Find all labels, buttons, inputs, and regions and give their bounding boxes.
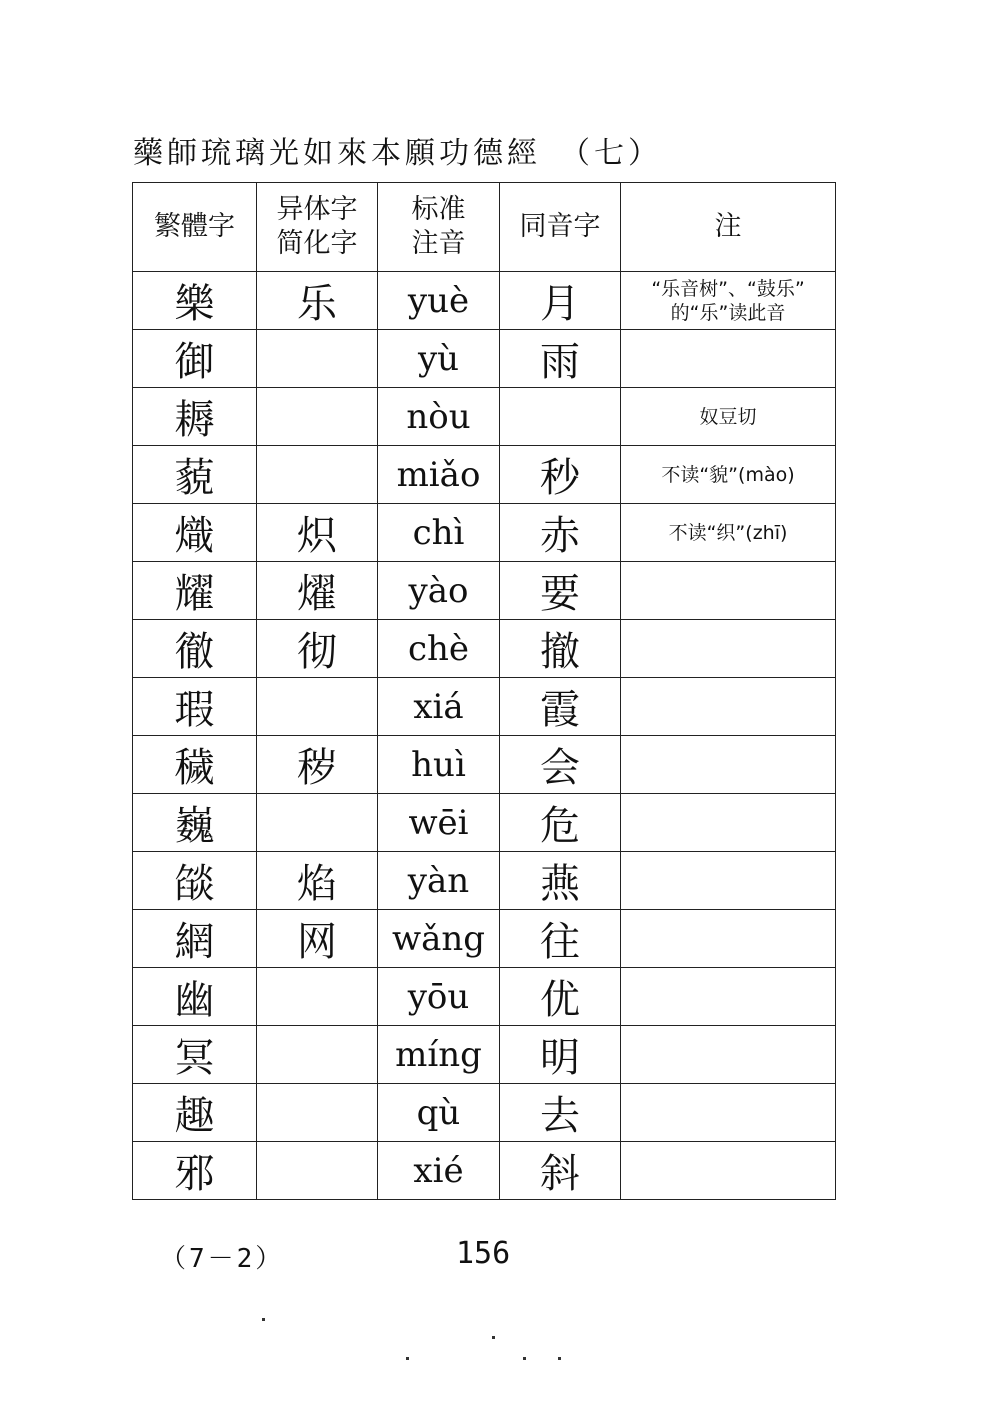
pinyin-cell: xié xyxy=(378,1142,500,1200)
traditional-char-cell: 瑕 xyxy=(133,678,257,736)
table-header-row xyxy=(133,183,836,272)
traditional-char-cell: 幽 xyxy=(133,968,257,1026)
scan-speck xyxy=(492,1336,495,1339)
pinyin-cell: yù xyxy=(378,330,500,388)
note-cell xyxy=(621,910,836,968)
homophone-cell: 往 xyxy=(500,910,621,968)
pinyin-cell: qù xyxy=(378,1084,500,1142)
traditional-char-cell: 趣 xyxy=(133,1084,257,1142)
homophone-cell: 优 xyxy=(500,968,621,1026)
header-variant-line2: 简化字 xyxy=(276,228,358,259)
note-cell xyxy=(621,1026,836,1084)
table-row xyxy=(133,794,836,852)
header-homophone: 同音字 xyxy=(500,183,621,272)
homophone-cell: 去 xyxy=(500,1084,621,1142)
note-cell xyxy=(621,852,836,910)
pinyin-cell: wēi xyxy=(378,794,500,852)
table-row xyxy=(133,910,836,968)
pinyin-cell: yōu xyxy=(378,968,500,1026)
homophone-cell: 危 xyxy=(500,794,621,852)
header-note: 注 xyxy=(621,183,836,272)
variant-char-cell: 乐 xyxy=(257,272,378,330)
header-standard xyxy=(378,183,500,272)
note-cell xyxy=(621,1084,836,1142)
header-standard-line2: 注音 xyxy=(411,228,466,259)
pinyin-cell: miǎo xyxy=(378,446,500,504)
variant-char-cell: 网 xyxy=(257,910,378,968)
note-cell xyxy=(621,562,836,620)
variant-char-cell: 燿 xyxy=(257,562,378,620)
note-cell xyxy=(621,272,836,330)
variant-char-cell xyxy=(257,794,378,852)
scan-speck xyxy=(523,1357,526,1360)
traditional-char-cell: 熾 xyxy=(133,504,257,562)
traditional-char-cell: 樂 xyxy=(133,272,257,330)
pinyin-cell: chì xyxy=(378,504,500,562)
note-line: 不读“织”(zhī) xyxy=(668,521,788,544)
pronunciation-table xyxy=(132,182,836,1200)
variant-char-cell: 焰 xyxy=(257,852,378,910)
table-row xyxy=(133,504,836,562)
table-row xyxy=(133,1026,836,1084)
traditional-char-cell: 穢 xyxy=(133,736,257,794)
variant-char-cell xyxy=(257,388,378,446)
note-line: “乐音树”、“鼓乐” xyxy=(651,277,805,300)
variant-char-cell xyxy=(257,446,378,504)
pinyin-cell: chè xyxy=(378,620,500,678)
sheet-number: （7－2） xyxy=(160,1244,285,1274)
homophone-cell: 秒 xyxy=(500,446,621,504)
table-row xyxy=(133,1084,836,1142)
scan-speck xyxy=(262,1318,265,1321)
pinyin-cell: huì xyxy=(378,736,500,794)
table-row xyxy=(133,446,836,504)
homophone-cell: 斜 xyxy=(500,1142,621,1200)
note-cell xyxy=(621,330,836,388)
variant-char-cell: 彻 xyxy=(257,620,378,678)
homophone-cell: 明 xyxy=(500,1026,621,1084)
note-cell xyxy=(621,794,836,852)
homophone-cell: 会 xyxy=(500,736,621,794)
homophone-cell: 赤 xyxy=(500,504,621,562)
note-line: 奴豆切 xyxy=(699,405,757,428)
traditional-char-cell: 御 xyxy=(133,330,257,388)
variant-char-cell xyxy=(257,1142,378,1200)
traditional-char-cell: 燄 xyxy=(133,852,257,910)
variant-char-cell xyxy=(257,678,378,736)
variant-char-cell xyxy=(257,330,378,388)
note-cell xyxy=(621,620,836,678)
pinyin-cell: xiá xyxy=(378,678,500,736)
note-line: 的“乐”读此音 xyxy=(670,301,786,324)
traditional-char-cell: 耀 xyxy=(133,562,257,620)
traditional-char-cell: 網 xyxy=(133,910,257,968)
table-row xyxy=(133,562,836,620)
traditional-char-cell: 徹 xyxy=(133,620,257,678)
note-line: 不读“貌”(mào) xyxy=(661,463,795,486)
table-row xyxy=(133,1142,836,1200)
homophone-cell: 霞 xyxy=(500,678,621,736)
pinyin-cell: yào xyxy=(378,562,500,620)
note-cell xyxy=(621,388,836,446)
page-title: 藥師琉璃光如來本願功德經 （七） xyxy=(133,136,662,171)
note-cell xyxy=(621,968,836,1026)
variant-char-cell xyxy=(257,1084,378,1142)
pinyin-cell: yuè xyxy=(378,272,500,330)
traditional-char-cell: 藐 xyxy=(133,446,257,504)
homophone-cell xyxy=(500,388,621,446)
header-variant xyxy=(257,183,378,272)
header-traditional: 繁體字 xyxy=(133,183,257,272)
pinyin-cell: míng xyxy=(378,1026,500,1084)
note-cell xyxy=(621,446,836,504)
note-cell xyxy=(621,1142,836,1200)
note-cell xyxy=(621,678,836,736)
variant-char-cell xyxy=(257,968,378,1026)
note-cell xyxy=(621,504,836,562)
pinyin-cell: nòu xyxy=(378,388,500,446)
table-row xyxy=(133,968,836,1026)
table-row xyxy=(133,330,836,388)
table-row xyxy=(133,388,836,446)
homophone-cell: 雨 xyxy=(500,330,621,388)
table-row xyxy=(133,678,836,736)
table-row xyxy=(133,620,836,678)
traditional-char-cell: 邪 xyxy=(133,1142,257,1200)
variant-char-cell: 炽 xyxy=(257,504,378,562)
header-standard-line1: 标准 xyxy=(411,194,466,225)
traditional-char-cell: 冥 xyxy=(133,1026,257,1084)
scan-speck xyxy=(406,1357,409,1360)
page-number: 156 xyxy=(456,1236,511,1271)
note-cell xyxy=(621,736,836,794)
table-row xyxy=(133,272,836,330)
homophone-cell: 撤 xyxy=(500,620,621,678)
pinyin-cell: wǎng xyxy=(378,910,500,968)
homophone-cell: 要 xyxy=(500,562,621,620)
pinyin-cell: yàn xyxy=(378,852,500,910)
variant-char-cell: 秽 xyxy=(257,736,378,794)
header-variant-line1: 异体字 xyxy=(276,194,358,225)
traditional-char-cell: 耨 xyxy=(133,388,257,446)
homophone-cell: 月 xyxy=(500,272,621,330)
scan-speck xyxy=(558,1357,561,1360)
homophone-cell: 燕 xyxy=(500,852,621,910)
variant-char-cell xyxy=(257,1026,378,1084)
traditional-char-cell: 巍 xyxy=(133,794,257,852)
table-row xyxy=(133,852,836,910)
table-row xyxy=(133,736,836,794)
